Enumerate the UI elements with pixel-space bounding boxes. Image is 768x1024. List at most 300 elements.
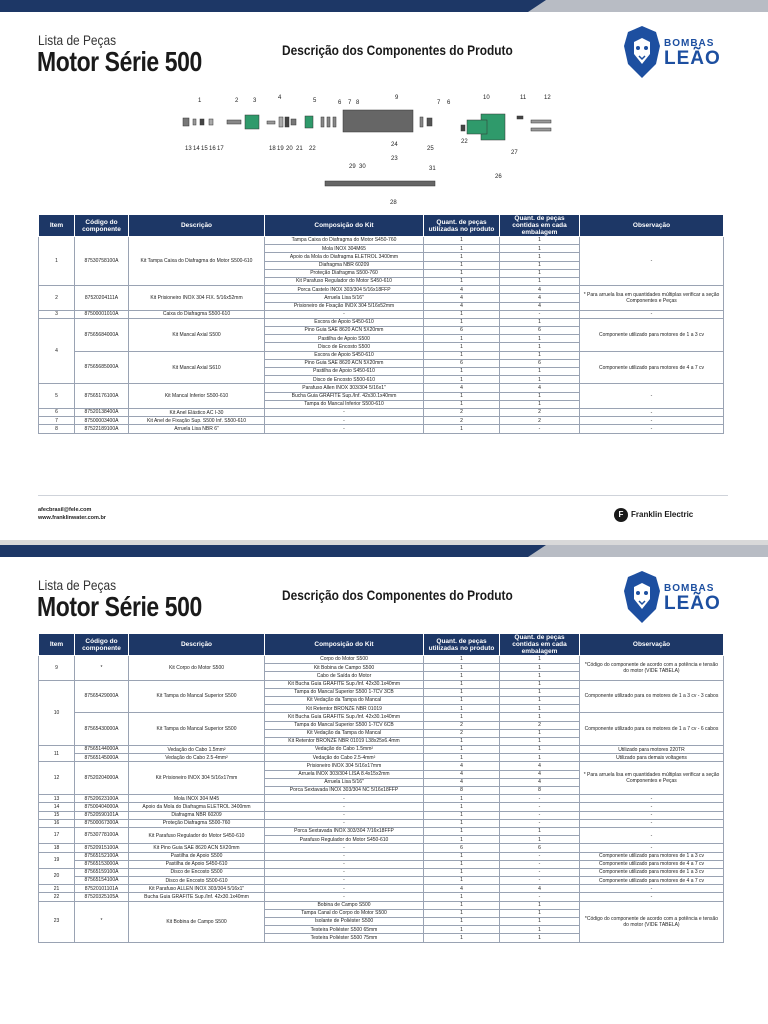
- cell-composicao: Bucha Guia GRAFITE Sup./Inf. 42x30.1x40mm: [265, 392, 424, 400]
- cell-composicao: Tampa do Mancal Inferior S500-610: [265, 400, 424, 408]
- cell-quant-pecas: 1: [424, 688, 500, 696]
- cell-composicao: Pino Guia SAE 8620 ACN 5X20mm: [265, 327, 424, 335]
- table-row: [39, 885, 724, 893]
- cell-composicao: Kit Bucha Guia GRAFITE Sup./Inf. 42x30.1x40mm: [265, 713, 424, 721]
- cell-codigo: 87565430000A: [75, 713, 129, 746]
- cell-observacao: -: [580, 819, 724, 827]
- cell-descricao: Disco de Encosto S500: [129, 868, 265, 876]
- cell-quant-emb: 1: [500, 901, 580, 909]
- diagram-callout-label: 15: [201, 146, 208, 152]
- cell-observacao: -: [580, 803, 724, 811]
- table-header-row: [39, 634, 724, 656]
- cell-composicao: Isolante de Poliéster S500: [265, 918, 424, 926]
- franklin-mark-icon: F: [614, 508, 628, 522]
- cell-observacao: -: [580, 844, 724, 852]
- cell-quant-pecas: 1: [424, 754, 500, 762]
- cell-quant-emb: 1: [500, 754, 580, 762]
- cell-composicao: Escora de Apoio S450-610: [265, 351, 424, 359]
- cell-observacao: -: [580, 893, 724, 901]
- cell-codigo: 87520204111A: [75, 286, 129, 311]
- col-header-codigo: Código do componente: [75, 634, 129, 656]
- diagram-callout-label: 24: [391, 142, 398, 148]
- col-header-codigo: Código do componente: [75, 215, 129, 237]
- cell-quant-emb: 6: [500, 359, 580, 367]
- cell-codigo: 87565145000A: [75, 754, 129, 762]
- table-row: [39, 860, 724, 868]
- cell-quant-emb: 1: [500, 934, 580, 942]
- table-row: [39, 901, 724, 909]
- cell-observacao: * Para arruela lisa em quantidades múltiplas verificar a seção Componentes e Peças: [580, 286, 724, 311]
- cell-composicao: Arruela INOX 303/304 LISA 8.4x15x2mm: [265, 770, 424, 778]
- cell-quant-emb: 1: [500, 269, 580, 277]
- cell-observacao: Componente utilizado para os motores de 1 a 3 cv - 3 cabos: [580, 680, 724, 713]
- cell-descricao: Mola INOX 304 M45: [129, 795, 265, 803]
- page-2: [0, 545, 768, 1024]
- cell-quant-emb: 1: [500, 253, 580, 261]
- cell-composicao: Escora de Apoio S450-610: [265, 318, 424, 326]
- cell-codigo: 87500001010A: [75, 310, 129, 318]
- cell-quant-pecas: 1: [424, 664, 500, 672]
- franklin-brand-text: Franklin Electric: [631, 510, 694, 520]
- cell-quant-emb: 1: [500, 729, 580, 737]
- cell-descricao: Kit Tampa Caixa do Diafragma do Motor S500-610: [129, 237, 265, 286]
- diagram-callout-label: 30: [359, 164, 366, 170]
- cell-descricao: Vedação do Cabo 1.5mm²: [129, 746, 265, 754]
- cell-quant-pecas: 1: [424, 819, 500, 827]
- doc-subtitle: Lista de Peças: [38, 577, 117, 593]
- diagram-callout-label: 2: [235, 98, 239, 104]
- table-row: [39, 844, 724, 852]
- footer-divider: [38, 495, 728, 496]
- cell-item: 22: [39, 893, 75, 901]
- cell-descricao: Kit Anel Elástico AC I-30: [129, 408, 265, 416]
- col-header-quant-emb: Quant. de peças contidas em cada embalagem: [500, 634, 580, 656]
- cell-item: 7: [39, 417, 75, 425]
- cell-item: 16: [39, 819, 75, 827]
- cell-item: 21: [39, 885, 75, 893]
- cell-quant-pecas: 1: [424, 425, 500, 433]
- cell-quant-pecas: 1: [424, 269, 500, 277]
- table-header-row: [39, 215, 724, 237]
- cell-descricao: Kit Prisioneiro INOX 304 FIX. 5/16x52mm: [129, 286, 265, 311]
- cell-quant-emb: 1: [500, 926, 580, 934]
- cell-descricao: Kit Anel de Fixação Sup. S500 Inf. S500-610: [129, 417, 265, 425]
- cell-descricao: Kit Mancal Axial S610: [129, 351, 265, 384]
- diagram-callout-label: 6: [447, 100, 451, 106]
- cell-quant-emb: -: [500, 860, 580, 868]
- cell-quant-emb: 1: [500, 918, 580, 926]
- footer-contact: [38, 506, 106, 522]
- franklin-electric-logo: [614, 508, 693, 522]
- diagram-callout-label: 1: [198, 98, 202, 104]
- logo-text-leao: LEÃO: [664, 48, 721, 69]
- table-row: [39, 408, 724, 416]
- cell-observacao: * Para arruela lisa em quantidades múltiplas verificar a seção Componentes e Peças: [580, 762, 724, 795]
- cell-observacao: -: [580, 310, 724, 318]
- cell-quant-pecas: 1: [424, 376, 500, 384]
- diagram-callout-label: 18: [269, 146, 276, 152]
- cell-quant-pecas: 1: [424, 680, 500, 688]
- cell-quant-pecas: 4: [424, 778, 500, 786]
- cell-quant-pecas: 1: [424, 696, 500, 704]
- cell-composicao: -: [265, 310, 424, 318]
- cell-descricao: Pastilha de Apoio S500: [129, 852, 265, 860]
- cell-codigo: *: [75, 901, 129, 942]
- cell-quant-emb: -: [500, 877, 580, 885]
- cell-composicao: -: [265, 795, 424, 803]
- cell-quant-pecas: 1: [424, 705, 500, 713]
- cell-quant-emb: 1: [500, 277, 580, 285]
- cell-codigo: 87565176100A: [75, 384, 129, 409]
- cell-quant-pecas: 4: [424, 384, 500, 392]
- cell-composicao: Tampa Caixa do Diafragma do Motor S450-760: [265, 237, 424, 245]
- cell-quant-pecas: 1: [424, 860, 500, 868]
- cell-composicao: Disco de Encosto S500-610: [265, 376, 424, 384]
- cell-quant-emb: 4: [500, 770, 580, 778]
- table-row: [39, 713, 724, 721]
- diagram-callout-label: 23: [391, 156, 398, 162]
- cell-quant-pecas: 1: [424, 893, 500, 901]
- cell-composicao: Parafuso Allen INOX 303/304 5/16x1": [265, 384, 424, 392]
- cell-quant-pecas: 1: [424, 713, 500, 721]
- table-row: [39, 827, 724, 835]
- cell-descricao: Proteção Diafragma S500-760: [129, 819, 265, 827]
- cell-composicao: Testeira Poliéster S500 75mm: [265, 934, 424, 942]
- diagram-callout-label: 21: [296, 146, 303, 152]
- cell-descricao: Kit Parafuso Regulador do Motor S450-610: [129, 827, 265, 843]
- cell-quant-pecas: 2: [424, 721, 500, 729]
- cell-quant-emb: -: [500, 425, 580, 433]
- parts-table-1-body: [39, 237, 724, 434]
- diagram-callout-label: 13: [185, 146, 192, 152]
- diagram-callout-label: 7: [348, 100, 352, 106]
- cell-quant-emb: 1: [500, 827, 580, 835]
- table-row: [39, 762, 724, 770]
- diagram-callout-label: 12: [544, 95, 551, 101]
- cell-quant-emb: 1: [500, 400, 580, 408]
- cell-quant-emb: 1: [500, 245, 580, 253]
- cell-composicao: Diafragma NBR 60209: [265, 261, 424, 269]
- cell-observacao: -: [580, 827, 724, 843]
- cell-descricao: Caixa do Diafragma S500-610: [129, 310, 265, 318]
- cell-quant-emb: 1: [500, 351, 580, 359]
- cell-quant-pecas: 6: [424, 844, 500, 852]
- cell-item: 11: [39, 746, 75, 762]
- cell-quant-emb: 4: [500, 302, 580, 310]
- table-row: [39, 868, 724, 876]
- cell-codigo: 87520623100A: [75, 795, 129, 803]
- table-row: [39, 417, 724, 425]
- cell-observacao: -: [580, 795, 724, 803]
- cell-quant-emb: -: [500, 819, 580, 827]
- cell-codigo: 87565429000A: [75, 680, 129, 713]
- cell-quant-emb: 6: [500, 327, 580, 335]
- cell-quant-pecas: 1: [424, 868, 500, 876]
- table-row: [39, 746, 724, 754]
- cell-codigo: *: [75, 656, 129, 681]
- diagram-callout-label: 9: [395, 95, 399, 101]
- diagram-callout-label: 22: [461, 139, 468, 145]
- cell-item: 15: [39, 811, 75, 819]
- cell-quant-emb: -: [500, 868, 580, 876]
- cell-quant-pecas: 1: [424, 836, 500, 844]
- doc-title: Motor Série 500: [37, 591, 202, 622]
- logo-text-bombas: BOMBAS: [664, 583, 715, 594]
- cell-composicao: Arruela Lisa 5/16": [265, 294, 424, 302]
- cell-composicao: -: [265, 860, 424, 868]
- cell-composicao: Kit Retentor BRONZE NBR 01019: [265, 705, 424, 713]
- cell-quant-pecas: 1: [424, 351, 500, 359]
- cell-observacao: -: [580, 384, 724, 409]
- cell-quant-emb: 4: [500, 778, 580, 786]
- cell-quant-pecas: 1: [424, 827, 500, 835]
- cell-codigo: 87520590101A: [75, 811, 129, 819]
- cell-quant-pecas: 1: [424, 656, 500, 664]
- cell-observacao: Utilizado para demais voltagens: [580, 754, 724, 762]
- table-row: [39, 351, 724, 359]
- cell-quant-emb: 1: [500, 368, 580, 376]
- cell-quant-pecas: 1: [424, 253, 500, 261]
- table-row: [39, 318, 724, 326]
- cell-item: 13: [39, 795, 75, 803]
- cell-quant-emb: -: [500, 852, 580, 860]
- cell-quant-emb: 4: [500, 762, 580, 770]
- cell-quant-emb: 1: [500, 656, 580, 664]
- cell-descricao: Bucha Guia GRAFITE Sup./Inf. 42x30.1x40mm: [129, 893, 265, 901]
- cell-codigo: 87520915100A: [75, 844, 129, 852]
- top-bar-accent: [528, 0, 768, 12]
- cell-composicao: Apoio da Mola do Diafragma ELETROL 3400mm: [265, 253, 424, 261]
- cell-quant-pecas: 1: [424, 901, 500, 909]
- cell-composicao: Kit Retentor BRONZE NBR 01019 L38x25x6.4mm: [265, 737, 424, 745]
- cell-quant-emb: -: [500, 795, 580, 803]
- col-header-item: Item: [39, 634, 75, 656]
- cell-quant-pecas: 1: [424, 811, 500, 819]
- top-bar-accent: [528, 545, 768, 557]
- col-header-observacao: Observação: [580, 634, 724, 656]
- cell-quant-emb: 1: [500, 836, 580, 844]
- cell-quant-emb: 4: [500, 384, 580, 392]
- cell-observacao: -: [580, 237, 724, 286]
- cell-observacao: Componente utilizado para motores de 4 a 7 cv: [580, 877, 724, 885]
- cell-composicao: Kit Vedação da Tampa do Mancal: [265, 729, 424, 737]
- table-row: [39, 877, 724, 885]
- cell-quant-emb: 1: [500, 746, 580, 754]
- cell-quant-pecas: 1: [424, 318, 500, 326]
- cell-observacao: *Código do componente de acordo com a potência e tensão do motor (VIDE TABELA): [580, 901, 724, 942]
- table-row: [39, 811, 724, 819]
- parts-table-2: [38, 633, 724, 943]
- cell-composicao: Kit Parafuso Regulador do Motor S450-610: [265, 277, 424, 285]
- cell-quant-pecas: 8: [424, 787, 500, 795]
- diagram-callout-label: 11: [520, 95, 527, 101]
- diagram-callout-label: 16: [209, 146, 216, 152]
- cell-composicao: -: [265, 425, 424, 433]
- diagram-callout-label: 6: [338, 100, 342, 106]
- diagram-callout-label: 10: [483, 95, 490, 101]
- cell-quant-emb: 1: [500, 318, 580, 326]
- cell-descricao: Kit Parafuso ALLEN INOX 303/304 5/16x1": [129, 885, 265, 893]
- cell-composicao: Testeira Poliéster S500 65mm: [265, 926, 424, 934]
- cell-quant-pecas: 2: [424, 408, 500, 416]
- cell-quant-emb: -: [500, 811, 580, 819]
- bombas-leao-logo: [622, 569, 732, 629]
- cell-quant-pecas: 1: [424, 261, 500, 269]
- cell-quant-emb: 1: [500, 705, 580, 713]
- cell-quant-emb: -: [500, 803, 580, 811]
- cell-quant-pecas: 1: [424, 400, 500, 408]
- cell-codigo: 87520204000A: [75, 762, 129, 795]
- cell-quant-pecas: 4: [424, 302, 500, 310]
- cell-quant-pecas: 1: [424, 277, 500, 285]
- cell-item: 19: [39, 852, 75, 868]
- cell-codigo: 87520138400A: [75, 408, 129, 416]
- col-header-quant-emb: Quant. de peças contidas em cada embalagem: [500, 215, 580, 237]
- col-header-quant-pecas: Quant. de peças utilizadas no produto: [424, 215, 500, 237]
- cell-codigo: 87500003400A: [75, 417, 129, 425]
- diagram-callout-label: 14: [193, 146, 200, 152]
- cell-quant-pecas: 4: [424, 885, 500, 893]
- cell-codigo: 87565154100A: [75, 877, 129, 885]
- cell-codigo: 87565159100A: [75, 868, 129, 876]
- cell-composicao: Tampa Canal do Corpo do Motor S500: [265, 909, 424, 917]
- cell-observacao: Componente utilizado para motores de 4 a 7 cv: [580, 351, 724, 384]
- cell-observacao: -: [580, 885, 724, 893]
- cell-quant-emb: 1: [500, 664, 580, 672]
- cell-composicao: -: [265, 417, 424, 425]
- cell-quant-emb: 2: [500, 417, 580, 425]
- cell-item: 8: [39, 425, 75, 433]
- exploded-view-svg: [165, 90, 565, 208]
- cell-quant-pecas: 1: [424, 392, 500, 400]
- cell-quant-emb: 1: [500, 688, 580, 696]
- cell-quant-pecas: 1: [424, 245, 500, 253]
- cell-composicao: Porca Sextavada INOX 303/304 7/16x18FFP: [265, 827, 424, 835]
- cell-composicao: -: [265, 408, 424, 416]
- cell-composicao: -: [265, 844, 424, 852]
- cell-composicao: Kit Bobina de Campo S500: [265, 664, 424, 672]
- table-row: [39, 425, 724, 433]
- cell-descricao: Kit Prisioneiro INOX 304 5/16x17mm: [129, 762, 265, 795]
- doc-subtitle: Lista de Peças: [38, 32, 117, 48]
- table-row: [39, 803, 724, 811]
- table-row: [39, 754, 724, 762]
- cell-composicao: Disco de Encosto S500: [265, 343, 424, 351]
- cell-codigo: 87522189100A: [75, 425, 129, 433]
- diagram-callout-label: 20: [286, 146, 293, 152]
- cell-item: 12: [39, 762, 75, 795]
- cell-item: 10: [39, 680, 75, 746]
- cell-composicao: Parafuso Regulador do Motor S450-610: [265, 836, 424, 844]
- diagram-callout-label: 22: [309, 146, 316, 152]
- cell-composicao: Cabo de Saída do Motor: [265, 672, 424, 680]
- bombas-leao-logo: [622, 24, 732, 84]
- cell-item: 18: [39, 844, 75, 852]
- cell-codigo: 87565153000A: [75, 860, 129, 868]
- cell-codigo: 87500067300A: [75, 819, 129, 827]
- cell-quant-pecas: 1: [424, 368, 500, 376]
- cell-composicao: Porca Castelo INOX 303/304 5/16x18FFP: [265, 286, 424, 294]
- cell-quant-emb: 4: [500, 294, 580, 302]
- cell-item: 20: [39, 868, 75, 884]
- cell-codigo: 87520325105A: [75, 893, 129, 901]
- cell-composicao: Prisioneiro INOX 304 5/16x17mm: [265, 762, 424, 770]
- cell-quant-pecas: 1: [424, 746, 500, 754]
- cell-quant-pecas: 2: [424, 729, 500, 737]
- cell-quant-emb: 1: [500, 335, 580, 343]
- diagram-callout-label: 25: [427, 146, 434, 152]
- col-header-observacao: Observação: [580, 215, 724, 237]
- cell-item: 14: [39, 803, 75, 811]
- cell-composicao: Pastilha de Apoio S450-610: [265, 368, 424, 376]
- col-header-item: Item: [39, 215, 75, 237]
- table-row: [39, 819, 724, 827]
- diagram-callout-label: 28: [390, 200, 397, 206]
- cell-composicao: Pastilha de Apoio S500: [265, 335, 424, 343]
- cell-observacao: -: [580, 425, 724, 433]
- cell-quant-pecas: 1: [424, 335, 500, 343]
- cell-quant-pecas: 4: [424, 294, 500, 302]
- cell-composicao: Bobina de Campo S500: [265, 901, 424, 909]
- cell-quant-pecas: 1: [424, 795, 500, 803]
- diagram-callout-label: 3: [253, 98, 257, 104]
- cell-composicao: -: [265, 868, 424, 876]
- cell-quant-pecas: 1: [424, 737, 500, 745]
- cell-quant-pecas: 1: [424, 909, 500, 917]
- cell-quant-pecas: 1: [424, 237, 500, 245]
- cell-quant-pecas: 1: [424, 343, 500, 351]
- cell-quant-emb: 4: [500, 286, 580, 294]
- cell-composicao: -: [265, 803, 424, 811]
- cell-item: 6: [39, 408, 75, 416]
- footer-url[interactable]: www.franklinwater.com.br: [38, 515, 106, 521]
- cell-quant-pecas: 2: [424, 417, 500, 425]
- exploded-view-diagram: [165, 90, 565, 208]
- cell-quant-emb: 1: [500, 261, 580, 269]
- cell-observacao: -: [580, 811, 724, 819]
- cell-observacao: -: [580, 408, 724, 416]
- cell-observacao: Componente utilizado para motores de 1 a 3 cv: [580, 852, 724, 860]
- diagram-callout-label: 5: [313, 98, 317, 104]
- cell-quant-pecas: 1: [424, 852, 500, 860]
- footer-email[interactable]: afecbrasil@fele.com: [38, 507, 92, 513]
- cell-descricao: Kit Tampa do Mancal Superior S500: [129, 680, 265, 713]
- cell-composicao: Mola INOX 304M65: [265, 245, 424, 253]
- cell-quant-emb: 2: [500, 721, 580, 729]
- diagram-callout-label: 19: [277, 146, 284, 152]
- table-row: [39, 237, 724, 245]
- cell-composicao: Tampa do Mancal Superior S500 1-7CV 3CB: [265, 688, 424, 696]
- table-row: [39, 893, 724, 901]
- table-row: [39, 310, 724, 318]
- lion-head-icon: [622, 24, 662, 80]
- table-row: [39, 286, 724, 294]
- cell-composicao: Tampa do Mancal Superior S500 1-7CV 6CB: [265, 721, 424, 729]
- cell-descricao: Kit Pino Guia SAE 8620 ACN 5X20mm: [129, 844, 265, 852]
- cell-composicao: Proteção Diafragma S500-760: [265, 269, 424, 277]
- table-row: [39, 656, 724, 664]
- logo-text-bombas: BOMBAS: [664, 38, 715, 49]
- cell-composicao: -: [265, 811, 424, 819]
- col-header-composicao: Composição do Kit: [265, 215, 424, 237]
- doc-title: Motor Série 500: [37, 46, 202, 77]
- cell-codigo: 87565685000A: [75, 351, 129, 384]
- cell-descricao: Apoio da Mola do Diafragma ELETROL 3400mm: [129, 803, 265, 811]
- col-header-quant-pecas: Quant. de peças utilizadas no produto: [424, 634, 500, 656]
- cell-item: 4: [39, 318, 75, 384]
- cell-composicao: Arruela Lisa 5/16": [265, 778, 424, 786]
- cell-composicao: Vedação do Cabo 2.5-4mm²: [265, 754, 424, 762]
